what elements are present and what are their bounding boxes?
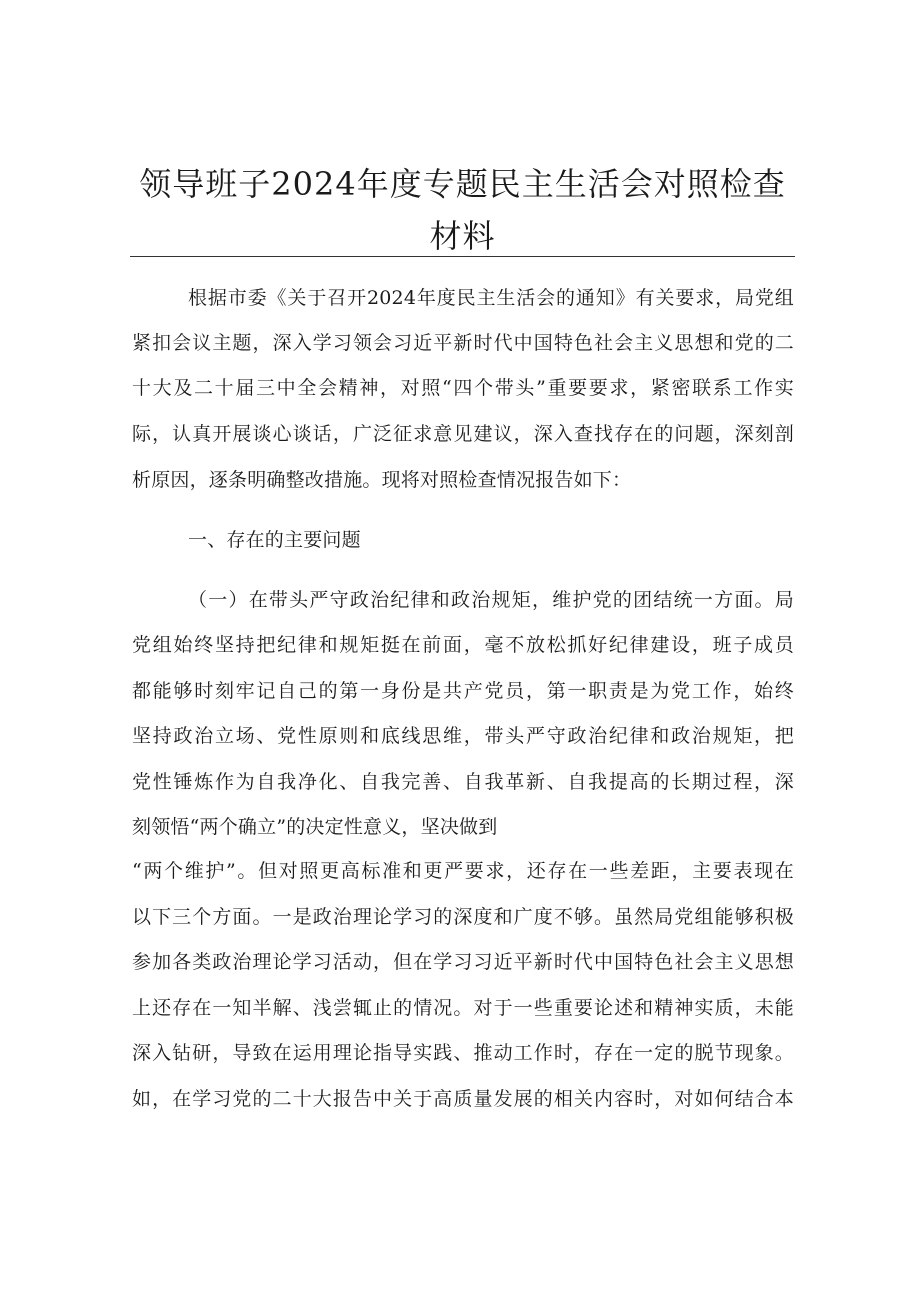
body-line: 十大及二十届三中全会精神，对照“四个带头”重要要求，紧密联系工作实 — [132, 377, 794, 399]
body-line: 坚持政治立场、党性原则和底线思维，带头严守政治纪律和政治规矩，把 — [132, 725, 794, 747]
body-line: 深入钻研，导致在运用理论指导实践、推动工作时，存在一定的脱节现象。 — [132, 1042, 794, 1064]
body-line: 际，认真开展谈心谈话，广泛征求意见建议，深入查找存在的问题，深刻剖 — [132, 423, 794, 445]
body-line: 都能够时刻牢记自己的第一身份是共产党员，第一职责是为党工作，始终 — [132, 680, 794, 702]
title-underline — [130, 256, 795, 257]
body-line: “两个维护”。但对照更高标准和更严要求，还存在一些差距，主要表现在 — [132, 860, 794, 882]
body-line: 以下三个方面。一是政治理论学习的深度和广度不够。虽然局党组能够积极 — [132, 906, 794, 928]
body-line: 如，在学习党的二十大报告中关于高质量发展的相关内容时，对如何结合本 — [132, 1088, 794, 1110]
body-line: 根据市委《关于召开2024年度民主生活会的通知》有关要求，局党组 — [188, 287, 794, 309]
body-line: 上还存在一知半解、浅尝辄止的情况。对于一些重要论述和精神实质，未能 — [132, 997, 794, 1019]
body-line: 党组始终坚持把纪律和规矩挺在前面，毫不放松抓好纪律建设，班子成员 — [132, 634, 794, 656]
body-line: 紧扣会议主题，深入学习领会习近平新时代中国特色社会主义思想和党的二 — [132, 332, 794, 354]
section-heading: 一、存在的主要问题 — [188, 529, 361, 551]
document-title-line-1: 领导班子2024年度专题民主生活会对照检查 — [139, 165, 786, 203]
document-title-line-2: 材料 — [429, 217, 496, 255]
body-line: 刻领悟“两个确立”的决定性意义，坚决做到 — [132, 816, 498, 838]
body-line: 参加各类政治理论学习活动，但在学习习近平新时代中国特色社会主义思想 — [132, 951, 794, 973]
body-line: 析原因，逐条明确整改措施。现将对照检查情况报告如下： — [132, 469, 632, 491]
body-line: （一）在带头严守政治纪律和政治规矩，维护党的团结统一方面。局 — [188, 589, 794, 611]
body-line: 党性锤炼作为自我净化、自我完善、自我革新、自我提高的长期过程，深 — [132, 771, 794, 793]
